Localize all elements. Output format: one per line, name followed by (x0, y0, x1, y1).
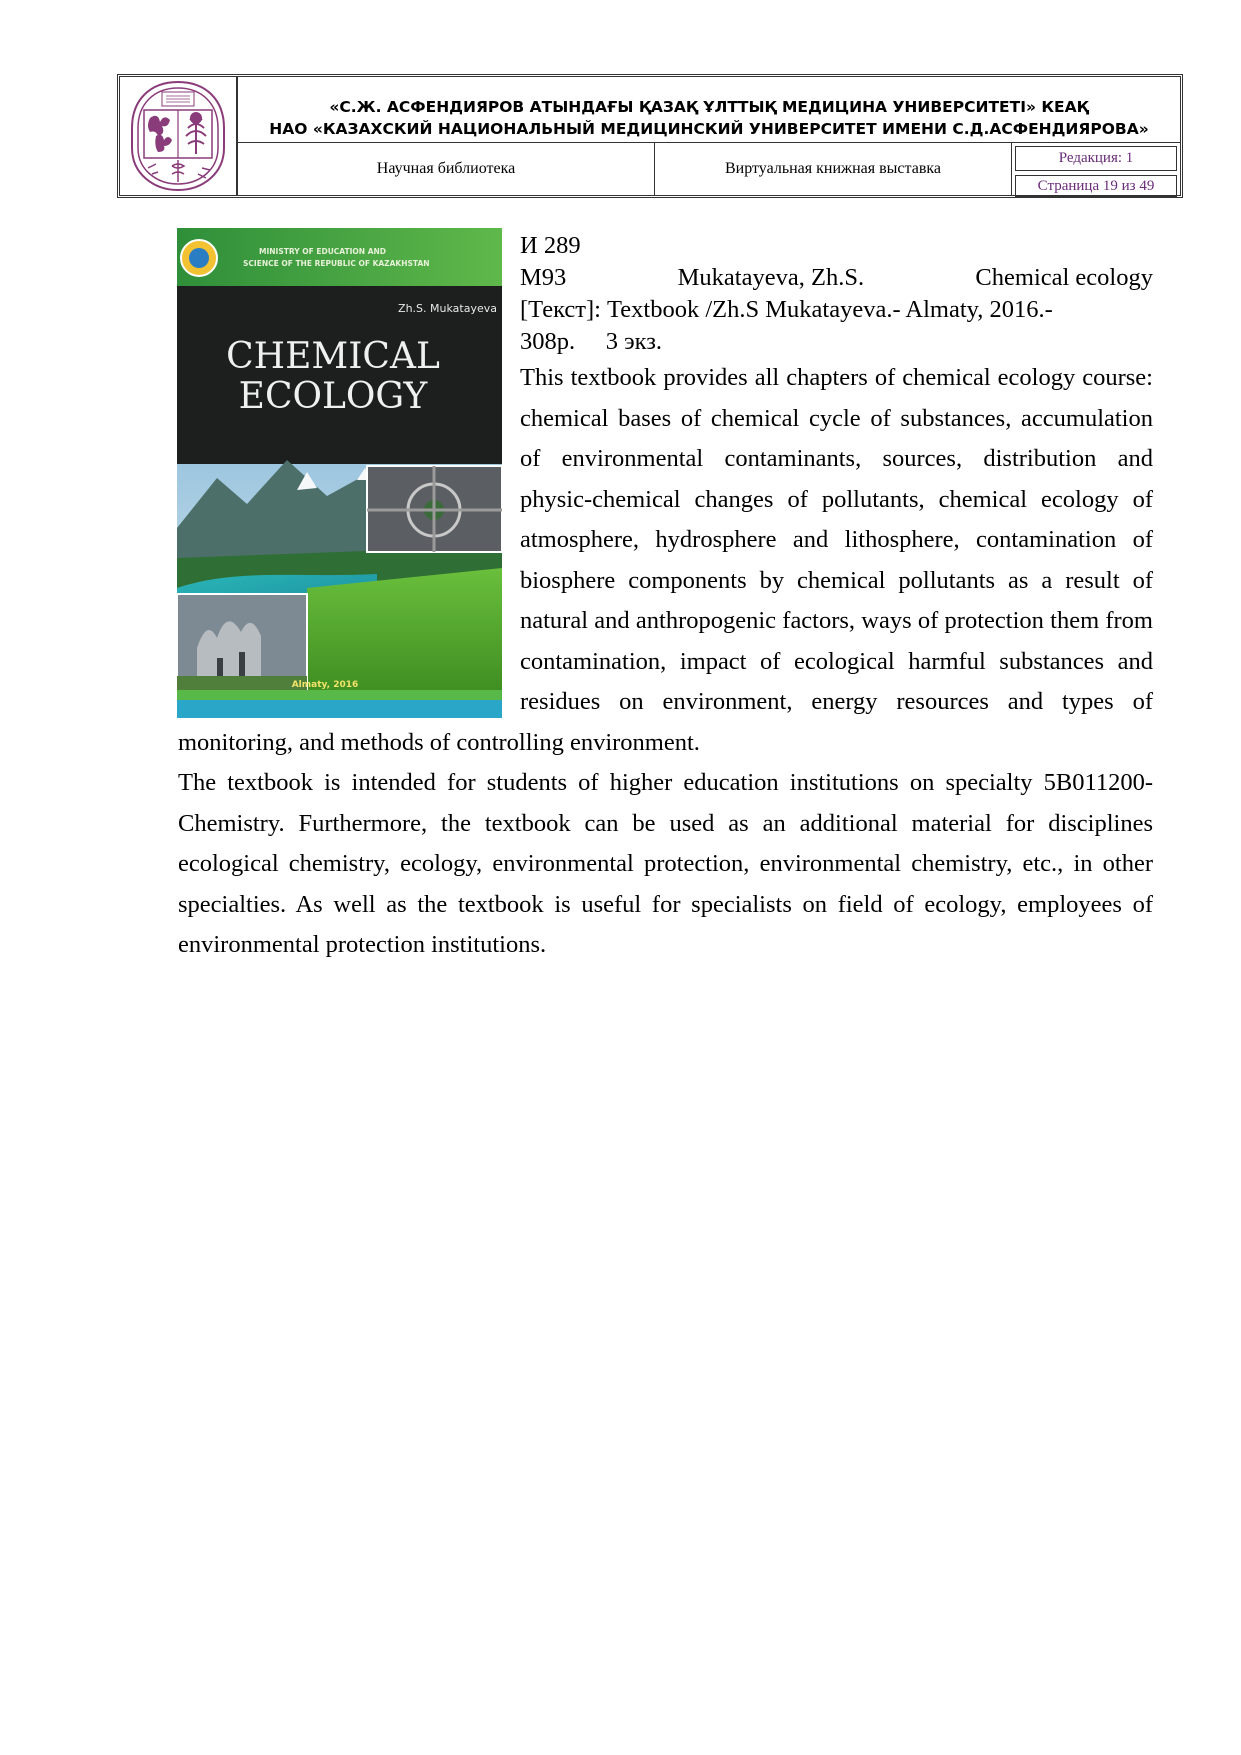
title-kazakh: «С.Ж. АСФЕНДИЯРОВ АТЫНДАҒЫ ҚАЗАҚ ҰЛТТЫҚ МЕДИЦИНА УНИВЕРСИТЕТІ» КЕАҚ (329, 98, 1089, 116)
index-code: И 289 (520, 232, 581, 259)
page-counter: Страница 19 из 49 (1015, 175, 1177, 197)
cover-title-line2: ECOLOGY (238, 376, 428, 417)
revision-cell (1012, 143, 1180, 195)
exhibition-cell (655, 143, 1012, 195)
book-record (178, 228, 1153, 966)
page-count: 308p. (520, 328, 576, 355)
cover-title-line1: CHEMICAL (226, 336, 440, 377)
document-header (117, 74, 1183, 198)
title-russian: НАО «КАЗАХСКИЙ НАЦИОНАЛЬНЫЙ МЕДИЦИНСКИЙ УНИВЕРСИТЕТ ИМЕНИ С.Д.АСФЕНДИЯРОВА» (269, 120, 1149, 138)
author-code: M93 (520, 264, 567, 291)
cover-ministry-line1: MINISTRY OF EDUCATION AND (259, 247, 386, 256)
university-logo (120, 77, 238, 195)
short-title: Chemical ecology (975, 264, 1153, 291)
description-paragraph-2: The textbook is intended for students of higher education institutions on specialty 5B011200-Chemistry. Furthermore, the textbook can be used as an additional material for disciplines ecological chemistry, ecology, environmental protection, environmental chemistry, etc., in other specialties. As well as the textbook is useful for specialists on field of ecology, employees of environmental protection institutions. (178, 769, 1153, 958)
exhibition-label: Виртуальная книжная выставка (725, 160, 941, 177)
citation-line2: [Текст]: Textbook /Zh.S Mukatayeva.- Almaty, 2016.- (520, 296, 1053, 323)
cover-author: Zh.S. Mukatayeva (398, 302, 497, 315)
library-cell (238, 143, 655, 195)
citation-line1 (520, 262, 1153, 294)
library-label: Научная библиотека (376, 160, 516, 177)
cover-city-year: Almaty, 2016 (291, 680, 359, 690)
description-paragraph-1: This textbook provides all chapters of chemical ecology course: chemical bases of chemical cycle of substances, accumulation of environmental contaminants, sources, distribution and physic-chemical changes of pollutants, chemical ecology of atmosphere, hydrosphere and lithosphere, contamination of biosphere components by chemical pollutants as a result of natural and anthropogenic factors, ways of protection them from contamination, impact of ecological harmful substances and residues on environment, energy resources and types of monitoring, and methods of controlling environment. (178, 364, 1153, 756)
university-title (238, 77, 1180, 143)
copies-count: 3 экз. (605, 328, 663, 355)
edition-label: Редакция: 1 (1015, 146, 1177, 171)
cover-ministry-line2: SCIENCE OF THE REPUBLIC OF KAZAKHSTAN (243, 259, 430, 268)
university-seal-icon (126, 78, 230, 194)
cover-spacer (178, 228, 520, 706)
author-name: Mukatayeva, Zh.S. (677, 264, 865, 291)
